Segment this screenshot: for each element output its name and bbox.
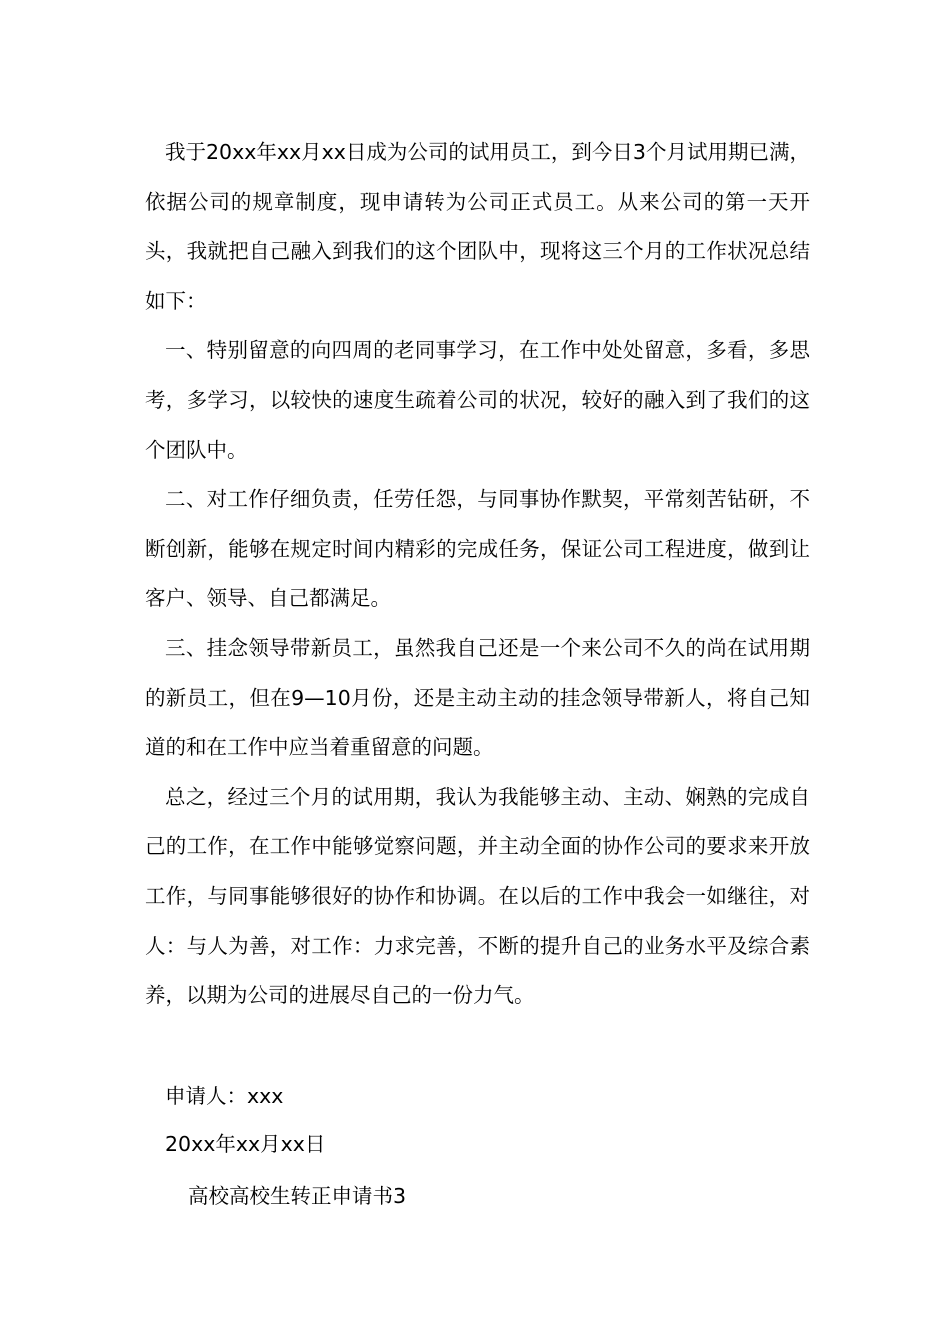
paragraph-summary: 总之，经过三个月的试用期，我认为我能够主动、主动、娴熟的完成自己的工作，在工作中能够觉察问题，并主动全面的协作公司的要求来开放工作，与同事能够很好的协作和协调。在以后的工作中我会一如继往，对人：与人为善，对工作：力求完善，不断的提升自己的业务水平及综合素养，以期为公司的进展尽自己的一份力气。: [145, 784, 810, 1008]
paragraph-point-1: 一、特别留意的向四周的老同事学习，在工作中处处留意，多看，多思考，多学习，以较快的速度生疏着公司的状况，较好的融入到了我们的这个团队中。: [145, 338, 810, 462]
paragraph-point-3: 三、挂念领导带新员工，虽然我自己还是一个来公司不久的尚在试用期的新员工，但在9—10月份，还是主动主动的挂念领导带新人，将自己知道的和在工作中应当着重留意的问题。: [145, 635, 810, 760]
document-body: [145, 128, 810, 1021]
paragraph-point-2: 二、对工作仔细负责，任劳任怨，与同事协作默契，平常刻苦钻研，不断创新，能够在规定时间内精彩的完成任务，保证公司工程进度，做到让客户、领导、自己都满足。: [145, 487, 810, 611]
paragraph-intro: 我于20xx年xx月xx日成为公司的试用员工，到今日3个月试用期已满，依据公司的规章制度，现申请转为公司正式员工。从来公司的第一天开头，我就把自己融入到我们的这个团队中，现将这三个月的工作状况总结如下：: [145, 140, 810, 313]
next-section-title: 高校高校生转正申请书3: [188, 1184, 407, 1208]
application-date: 20xx年xx月xx日: [165, 1132, 326, 1156]
applicant-signature: 申请人：xxx: [165, 1084, 284, 1108]
